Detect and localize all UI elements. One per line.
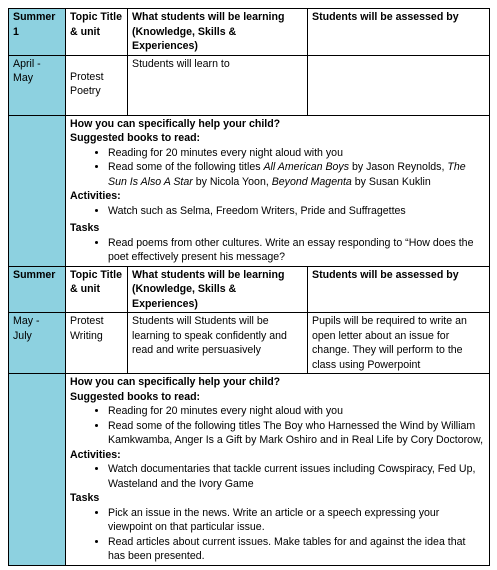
term-label: Summer 1	[13, 11, 56, 38]
dates-label: May - July	[13, 315, 40, 342]
dates-cell	[9, 313, 66, 374]
list-item	[108, 204, 485, 219]
topic-header-cell	[66, 9, 128, 56]
topic-cell	[66, 313, 128, 374]
tasks-heading: Tasks	[70, 492, 100, 504]
term-blank-cell	[9, 374, 66, 566]
list-item	[108, 419, 485, 448]
assessed-header-cell	[308, 266, 490, 313]
activities-list	[70, 204, 485, 219]
book-title: Beyond Magenta	[271, 175, 352, 188]
dates-label: April - May	[13, 57, 41, 84]
help-row	[9, 115, 490, 266]
list-item-text: by Jason Reynolds,	[349, 161, 448, 173]
term-blank-cell	[9, 115, 66, 266]
tasks-list	[70, 506, 485, 564]
term-header-cell	[9, 266, 66, 313]
activities-heading: Activities:	[70, 448, 121, 461]
help-heading: How you can specifically help your child?	[70, 376, 281, 388]
books-heading: Suggested books to read:	[70, 390, 201, 403]
activities-heading: Activities:	[70, 190, 121, 202]
book-title: The Sun Is Also A Star	[108, 161, 466, 188]
learning-header-cell	[128, 9, 308, 56]
learning-header: What students will be learning (Knowledge, Skills & Experiences)	[132, 11, 285, 52]
list-item-text: by Susan Kuklin	[351, 175, 431, 188]
term-label: Summer	[13, 268, 56, 281]
list-item	[108, 462, 485, 491]
tasks-heading: Tasks	[70, 222, 100, 234]
list-item-text: Reading for 20 minutes every night aloud with you	[108, 146, 343, 159]
list-item	[108, 404, 485, 419]
list-item	[108, 506, 485, 535]
assessed-cell	[308, 313, 490, 374]
header-row	[9, 9, 490, 56]
dates-cell	[9, 55, 66, 115]
learning-cell	[128, 313, 308, 374]
list-item-text: Watch documentaries that tackle current issues including Cowspiracy, Fed Up, Wasteland and the Ivory Game	[108, 463, 476, 490]
topic-header-cell	[66, 266, 128, 313]
learning-text: Students will Students will be learning to speak confidently and read and write persuasively	[132, 315, 287, 356]
topic-header: Topic Title & unit	[70, 268, 122, 295]
list-item-text: by Nicola Yoon,	[192, 175, 272, 188]
book-title: All American Boys	[263, 161, 350, 173]
assessed-header-cell	[308, 9, 490, 56]
topic-header: Topic Title & unit	[70, 11, 122, 38]
list-item	[108, 160, 485, 189]
books-list	[70, 146, 485, 190]
learning-text: Students will learn to	[132, 57, 230, 70]
assessed-header: Students will be assessed by	[312, 268, 459, 281]
list-item-text: Read articles about current issues. Make tables for and against the idea that has been presented.	[108, 535, 466, 562]
learning-cell	[128, 55, 308, 115]
list-item-text: Read some of the following titles The Boy who Harnessed the Wind by William Kamkwamba, Anger Is a Gift by Mark Oshiro and in Real Life by Cory Doctorow,	[108, 419, 484, 446]
assessed-header: Students will be assessed by	[312, 11, 459, 23]
list-item-text: Pick an issue in the news. Write an article or a speech expressing your viewpoint on that particular issue.	[108, 506, 440, 533]
list-item-text: Reading for 20 minutes every night aloud with you	[108, 405, 343, 417]
topic-title: Protest Writing	[70, 315, 104, 342]
help-cell	[66, 115, 490, 266]
help-cell	[66, 374, 490, 566]
tasks-list	[70, 236, 485, 265]
term-header-cell	[9, 9, 66, 56]
list-item-text: Read some of the following titles	[108, 161, 264, 173]
books-heading: Suggested books to read:	[70, 132, 201, 144]
learning-header: What students will be learning (Knowledge, Skills & Experiences)	[132, 268, 285, 310]
list-item-text: Read poems from other cultures. Write an essay responding to “How does the poet effectively present his message?	[108, 236, 474, 263]
assessed-cell	[308, 55, 490, 115]
header-row	[9, 266, 490, 313]
unit-row	[9, 313, 490, 374]
learning-header-cell	[128, 266, 308, 313]
help-row	[9, 374, 490, 566]
books-list	[70, 404, 485, 448]
assessed-text: Pupils will be required to write an open letter about an issue for change. They will perform to the class using Powerpoint	[312, 315, 467, 371]
curriculum-table	[8, 8, 490, 566]
unit-row	[9, 55, 490, 115]
list-item-text: Watch such as Selma, Freedom Writers, Pride and Suffragettes	[108, 204, 406, 217]
list-item	[108, 146, 485, 161]
activities-list	[70, 462, 485, 491]
list-item	[108, 535, 485, 564]
list-item	[108, 236, 485, 265]
topic-cell	[66, 55, 128, 115]
topic-title: Protest Poetry	[70, 70, 104, 97]
help-heading: How you can specifically help your child?	[70, 117, 281, 130]
